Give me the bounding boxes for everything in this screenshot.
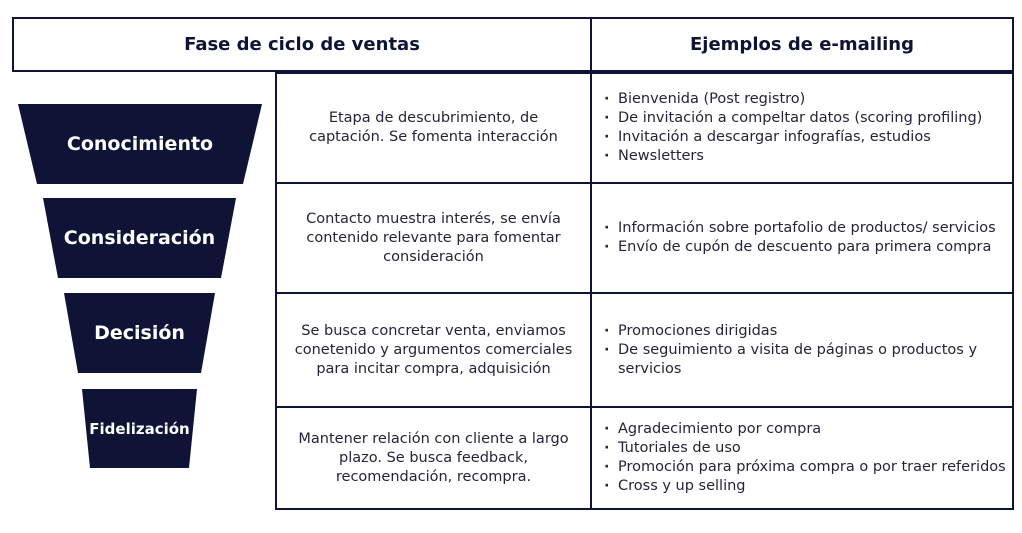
stage-description: Se busca concretar venta, enviamos conetenido y argumentos comerciales para incitar compra, adquisición xyxy=(275,292,592,408)
example-item: · Bienvenida (Post registro) xyxy=(604,90,982,109)
examples-list xyxy=(604,420,1006,496)
stage-examples xyxy=(590,406,1014,510)
funnel-stage-label: Conocimiento xyxy=(66,133,214,155)
stage-examples xyxy=(590,182,1014,294)
example-item: · Promoción para próxima compra o por traer referidos xyxy=(604,458,1006,477)
example-item: · Información sobre portafolio de productos/ servicios xyxy=(604,219,996,238)
stage-examples xyxy=(590,72,1014,184)
examples-list xyxy=(604,219,996,257)
example-item: · Promociones dirigidas xyxy=(604,322,1008,341)
stage-description: Mantener relación con cliente a largo plazo. Se busca feedback, recomendación, recompra. xyxy=(275,406,592,510)
example-item: · Tutoriales de uso xyxy=(604,439,1006,458)
funnel-stage-label: Fidelización xyxy=(89,419,190,438)
header-emailing-examples: Ejemplos de e-mailing xyxy=(590,17,1014,72)
example-item: · Cross y up selling xyxy=(604,477,1006,496)
example-item: · Newsletters xyxy=(604,147,982,166)
stage-examples xyxy=(590,292,1014,408)
header-sales-phase: Fase de ciclo de ventas xyxy=(12,17,592,72)
example-item: · Invitación a descargar infografías, estudios xyxy=(604,128,982,147)
examples-list xyxy=(604,322,1008,379)
examples-list xyxy=(604,90,982,166)
funnel-stage-label: Consideración xyxy=(63,227,216,249)
stage-description: Etapa de descubrimiento, de captación. Se fomenta interacción xyxy=(275,72,592,184)
example-item: · De seguimiento a visita de páginas o productos y servicios xyxy=(604,341,1008,379)
example-item: · De invitación a compeltar datos (scoring profiling) xyxy=(604,109,982,128)
example-item: · Agradecimiento por compra xyxy=(604,420,1006,439)
funnel-stage-label: Decisión xyxy=(94,322,185,344)
stage-description: Contacto muestra interés, se envía contenido relevante para fomentar consideración xyxy=(275,182,592,294)
example-item: · Envío de cupón de descuento para primera compra xyxy=(604,238,996,257)
